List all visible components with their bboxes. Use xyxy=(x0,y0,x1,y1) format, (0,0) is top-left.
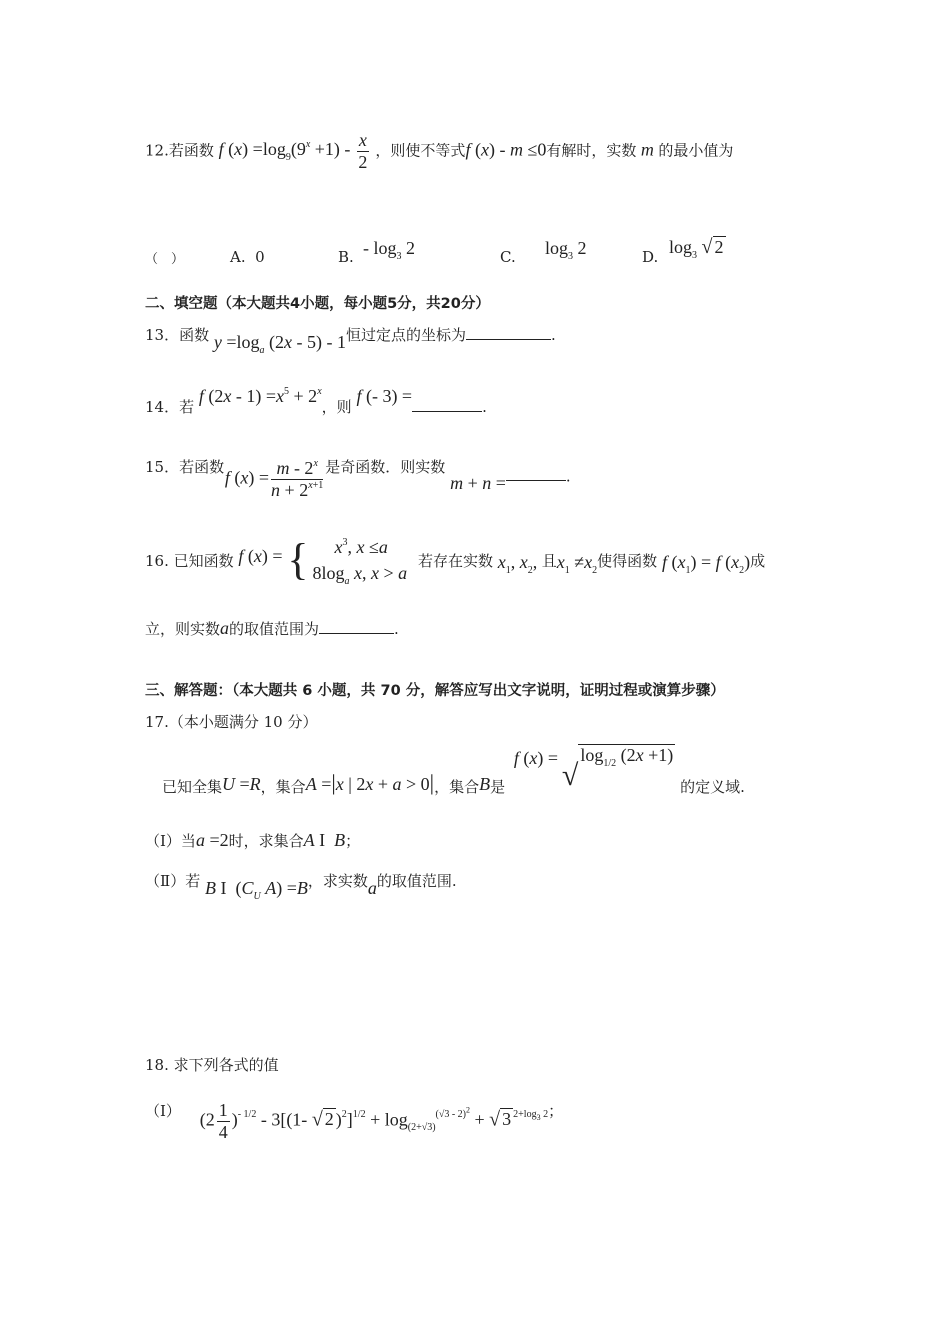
q12-text4: 的最小值为 xyxy=(658,141,734,160)
q13-formula: $y =\log_a$ (2x - 5) - 1 xyxy=(213,332,347,356)
section2-heading: 二、填空题（本大题共4小题，每小题5分，共20分） xyxy=(145,296,490,312)
q16-line2: 立，则实数a的取值范围为 . xyxy=(145,618,399,638)
q12-option-c: C. xyxy=(500,248,516,266)
q17-part1: （Ⅰ）当a =2时，求集合A I B； xyxy=(145,830,361,850)
q12-var-m: m xyxy=(636,139,659,160)
q12-function-formula: f $(x) =\log_9(9^x +1)$ - $\frac{x}{2}$ xyxy=(218,130,368,172)
q18-label: 18. 求下列各式的值 xyxy=(145,1056,279,1074)
q15-expr: m + n = xyxy=(450,473,506,494)
q17-part1-intersection: A I B xyxy=(303,830,346,850)
q12-option-c-value: $\log_3 2$ xyxy=(545,238,587,262)
q17-set-a: A =|x | 2x + a > 0| xyxy=(305,770,435,795)
q16-cases: $x^3$, x ≤a $8\log_a$ x, x > a xyxy=(312,537,408,588)
q16-answer-blank xyxy=(319,633,394,634)
q12-option-d-value: $\log_3$ √ 2 xyxy=(669,236,724,261)
q16-vars: $x_1$, $x_2$, xyxy=(497,552,542,576)
q12-text3: 有解时，实数 xyxy=(546,141,637,160)
q16-text1: 若存在实数 xyxy=(417,552,493,570)
q12-text1: 若函数 xyxy=(168,141,214,160)
q12-paren: （ ） xyxy=(145,252,185,267)
q16-text2: 且 xyxy=(541,552,557,570)
q18-part1: （Ⅰ） (2 $\frac{1}{4}$ )$^{- 1/2}$ - 3[(1- √ 2 )$^2]^{1/2} + \log_{(2+√3)}^{(√3 - 2)^2}$ + √ 3 $^{2+log_3 2}$； xyxy=(145,1100,564,1142)
q13-answer-blank xyxy=(466,339,551,340)
q14-label: 14．若 xyxy=(145,398,195,416)
q15-text: 是奇函数．则实数 xyxy=(325,458,446,476)
q14-line: 14．若 f $(2x - 1) =x^5 + 2^x$，则 f (- 3) =. xyxy=(145,386,487,416)
q16-var-a: a xyxy=(220,618,230,638)
q17-var-a: a xyxy=(367,878,377,898)
section3-heading: 三、解答题：（本大题共 6 小题，共 70 分，解答应写出文字说明，证明过程或演算步骤） xyxy=(145,683,725,699)
q17-function: f (x) = $√\log_{1/2}$ (2x +1) xyxy=(513,745,674,792)
q12-option-b-value: - $\log_3 2$ xyxy=(363,238,415,262)
q14-value: f (- 3) = xyxy=(356,386,413,406)
q18-part1-expression: (2 $\frac{1}{4}$ )$^{- 1/2}$ - 3[(1- √ 2 )$^2]^{1/2} + \log_{(2+√3)}^{(√3 - 2)^2}$ + √ 3 $^{2+log_3 2}$ xyxy=(199,1100,549,1142)
q17-stem: 已知全集U =R，集合A =|x | 2x + a > 0|，集合B是 f (x) = $√\log_{1/2}$ (2x +1) 的定义域. xyxy=(162,746,745,803)
q16-text3: 使得函数 xyxy=(597,552,658,570)
q14-formula: f $(2x - 1) =x^5 + 2^x$ xyxy=(198,386,322,406)
q13-label: 13．函数 xyxy=(145,326,210,344)
q16-piecewise-function: f (x) = xyxy=(238,546,283,566)
q14-answer-blank xyxy=(412,411,482,412)
q17-part2-condition: B I ($C_U$ A) =B xyxy=(204,878,308,902)
q13-text: 恒过定点的坐标为 xyxy=(346,326,467,344)
q12-option-a: A. 0 xyxy=(230,248,265,266)
q16-text4: 成 xyxy=(750,552,766,570)
q17-label: 17.（本小题满分 10 分） xyxy=(145,713,318,731)
q13-line: 13．函数 $y =\log_a$ (2x - 5) - 1恒过定点的坐标为 . xyxy=(145,326,556,356)
q16-line1 xyxy=(145,534,765,586)
q16-equation: f $(x_1) = f$ $(x_2)$ xyxy=(661,552,751,576)
q12-line1 xyxy=(145,130,733,172)
q17-part2: （Ⅱ）若 B I ($C_U$ A) =B，求实数a的取值范围. xyxy=(145,872,457,902)
q15-label: 15．若函数 xyxy=(145,458,225,476)
q17-universal-set: U xyxy=(222,774,236,794)
q12-option-d: D. xyxy=(642,248,659,266)
q12-inequality: f (x) - m ≤0 xyxy=(465,139,547,160)
q16-label: 16. 已知函数 xyxy=(145,552,234,570)
q14-text: ，则 xyxy=(321,398,352,416)
q16-brace: { xyxy=(287,535,309,585)
q15-line: 15．若函数 f (x) = $\frac{m - 2^x}{n + 2^{x+1}}$ 是奇函数．则实数 m + n = . xyxy=(145,458,571,500)
q15-answer-blank xyxy=(506,480,566,481)
q12-option-b: B. xyxy=(338,248,354,266)
q17-set-b: B xyxy=(479,774,491,794)
q17-part1-condition: a =2 xyxy=(195,830,229,850)
q12-label: 12. xyxy=(145,141,169,160)
q16-neq: $x_1 \ne x_2$ xyxy=(556,552,598,576)
q15-formula: f (x) = $\frac{m - 2^x}{n + 2^{x+1}}$ xyxy=(224,458,324,500)
q12-text2: ，则使不等式 xyxy=(375,141,466,160)
